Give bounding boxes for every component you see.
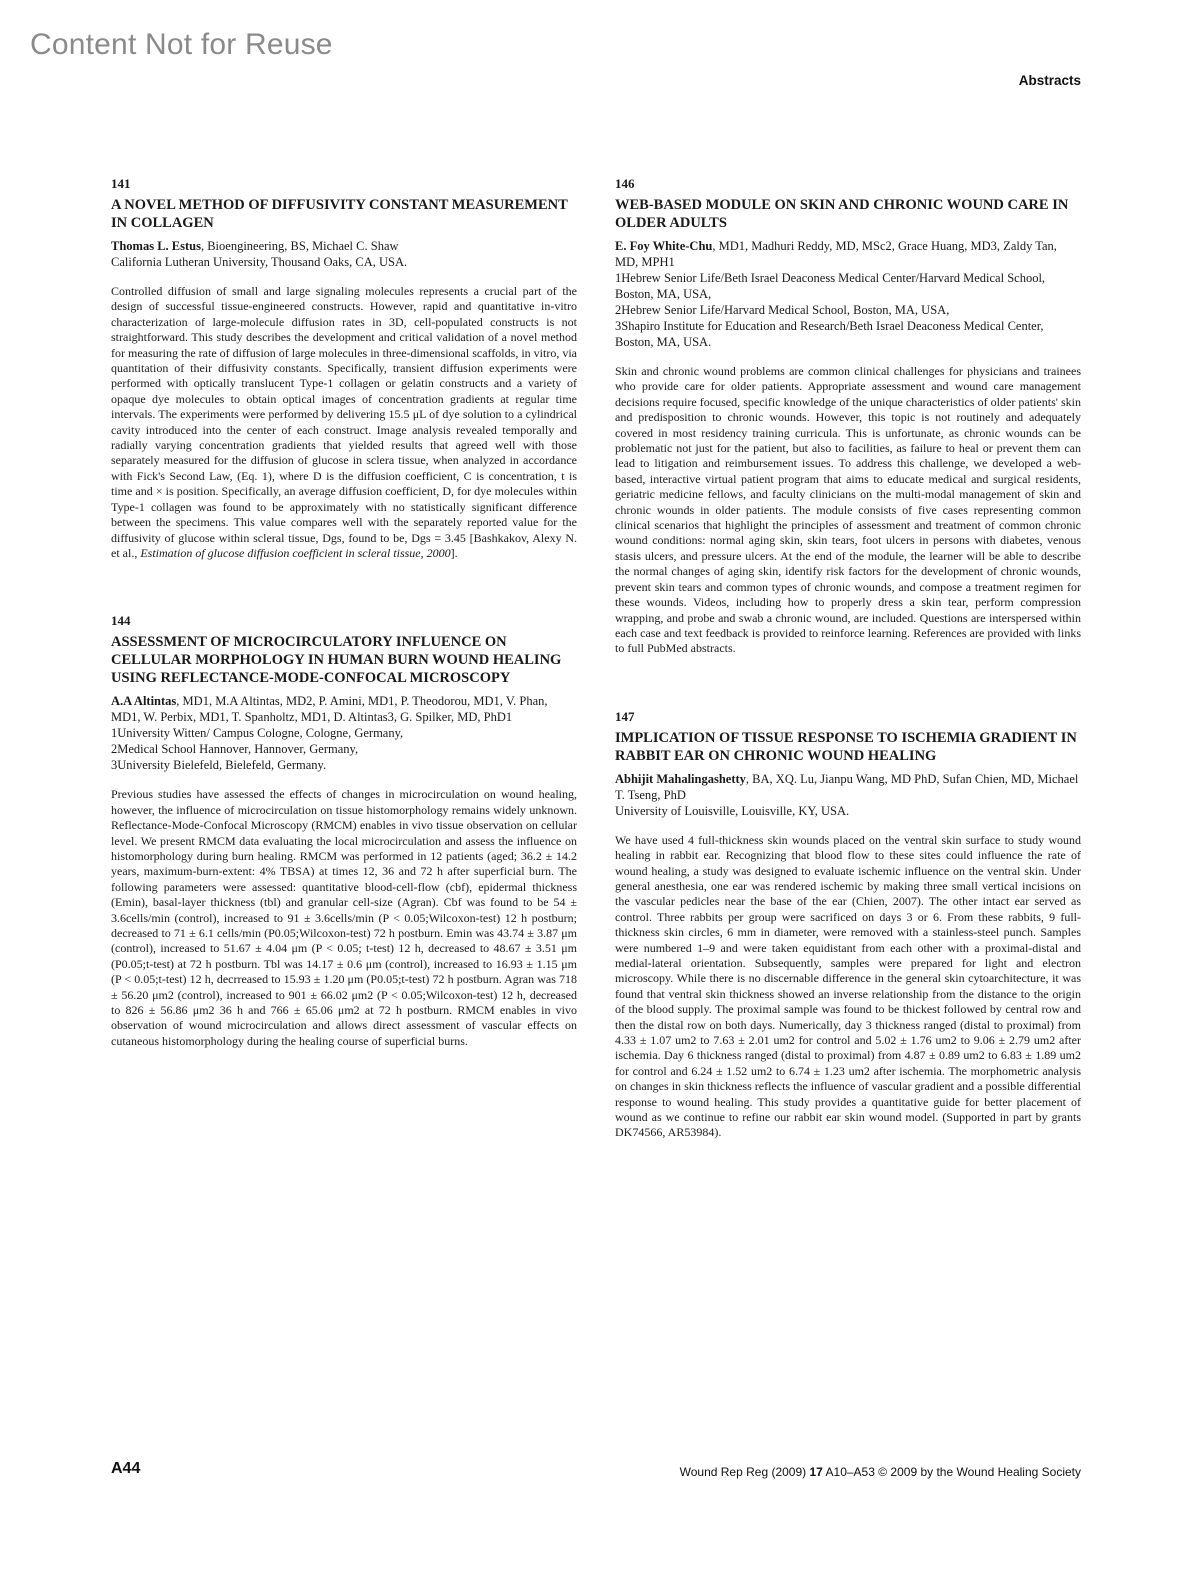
reference-title: Estimation of glucose diffusion coefficient in scleral tissue, 2000 — [140, 545, 451, 560]
affiliation-2: 2Hebrew Senior Life/Harvard Medical School, Boston, MA, USA, — [615, 303, 950, 317]
lead-author: A.A Altintas — [111, 694, 177, 709]
affiliation-3: 3University Bielefeld, Bielefeld, Germany. — [111, 758, 327, 773]
left-column — [111, 176, 577, 1049]
lead-author: Abhijit Mahalingashetty — [615, 771, 746, 786]
lead-author: E. Foy White-Chu — [615, 239, 713, 253]
abstract-title: ASSESSMENT OF MICROCIRCULATORY INFLUENCE ON CELLULAR MORPHOLOGY IN HUMAN BURN WOUND HEALING USING REFLECTANCE-MODE-CONFOCAL MICROSCOPY — [111, 634, 562, 687]
body-text: Controlled diffusion of small and large signaling molecules represents a crucial part of the design of successful tissue-engineered constructs. However, rapid and quantitative in-vitro characterization of large-molecule diffusion rates in 3D, cell-populated constructs is not straightforward. This study describes the development and critical validation of a novel method for measuring the rate of diffusion of large molecules in three-dimensional scaffolds, in vitro, via quantitation of their diffusivity constants. Specifically, transient diffusion experiments were performed with optically translucent Type-1 collagen or gelatin constructs and a variety of opaque dye molecules to obtain optical images of concentration gradients at regular time intervals. The experiments were performed by delivering 15.5 μL of dye solution to a cylindrical cavity introduced into the center of each construct. Image analysis revealed temporally and radially varying concentration gradients that yielded results that agreed well with those separately measured for the diffusion of glucose in sclera tissue, when analyzed in accordance with Fick's Second Law, (Eq. 1), where D is the diffusion coefficient, C is concentration, t is time and × is position. Specifically, an average diffusion coefficient, D, for dye molecules within Type-1 collagen was found to be approximately with no statistically significant difference between the specimens. This value compares well with the separately reported value for the diffusivity of glucose within scleral tissue, Dgs, found to be, Dgs = 3.45 [Bashkakov, Alexy N. et al., — [111, 284, 577, 560]
affiliation-3: 3Shapiro Institute for Education and Research/Beth Israel Deaconess Medical Center, Boston, MA, USA. — [615, 319, 1044, 349]
affiliation-2: 2Medical School Hannover, Hannover, Germany, — [111, 742, 359, 757]
abstract-number: 147 — [615, 708, 635, 724]
page-number: A44 — [111, 1460, 141, 1477]
lead-author: Thomas L. Estus — [111, 239, 201, 253]
abstract-affiliation: California Lutheran University, Thousand Oaks, CA, USA. — [111, 255, 408, 269]
abstract-number: 141 — [111, 176, 131, 191]
abstract-title: WEB-BASED MODULE ON SKIN AND CHRONIC WOUND CARE IN OLDER ADULTS — [615, 197, 1069, 231]
abstract-146 — [615, 176, 1081, 657]
body-end: ]. — [450, 545, 458, 560]
abstract-141 — [111, 176, 577, 561]
abstract-title: IMPLICATION OF TISSUE RESPONSE TO ISCHEMIA GRADIENT IN RABBIT EAR ON CHRONIC WOUND HEALING — [615, 729, 1077, 764]
running-head: Abstracts — [1018, 73, 1081, 88]
abstract-number: 146 — [615, 176, 635, 191]
other-authors: , MD1, Madhuri Reddy, MD, MSc2, Grace Huang, MD3, Zaldy Tan, MD, MPH1 — [615, 239, 1057, 269]
other-authors: , BA, XQ. Lu, Jianpu Wang, MD PhD, Sufan Chien, MD, Michael T. Tseng, PhD — [615, 771, 1079, 802]
abstract-affiliation: University of Louisville, Louisville, KY, USA. — [615, 803, 850, 818]
abstract-body — [111, 284, 577, 561]
abstract-147 — [615, 709, 1081, 1141]
affiliation-1: 1Hebrew Senior Life/Beth Israel Deaconess Medical Center/Harvard Medical School, Boston, MA, USA, — [615, 271, 1046, 301]
abstract-authors — [615, 771, 1081, 803]
abstract-number: 144 — [111, 613, 131, 629]
abstract-body: We have used 4 full-thickness skin wounds placed on the ventral skin surface to study wound healing in rabbit ear. Recognizing that blood flow to these sites could influence the rate of wound healing, a study was designed to evaluate ischemic influence on the ventral skin. Under general anesthesia, one ear was rendered ischemic by making three small vertical incisions on the vascular pedicles near the base of the ear (Chien, 2007). The other intact ear served as control. Three rabbits per group were sacrificed on days 3 or 6. From these rabbits, 9 full-thickness skin circles, 6 mm in diameter, were removed with a stainless-steel punch. Samples were numbered 1–9 and were taken equidistant from each other with a proximal-distal and medial-lateral orientation. Subsequently, samples were prepared for light and electron microscopy. While there is no discernable difference in the general skin cytoarchitecture, it was found that ventral skin thickness showed an inverse relationship from the distance to the origin of the blood supply. The proximal sample was found to be thickest followed by central row and then the distal row on both days. Numerically, day 3 thickness ranged (distal to proximal) from 4.33 ± 1.07 um2 to 7.63 ± 2.01 um2 for control and 5.02 ± 1.76 um2 to 9.06 ± 2.79 um2 after ischemia. Day 6 thickness ranged (distal to proximal) from 4.87 ± 0.89 um2 to 6.83 ± 1.89 um2 for control and 6.24 ± 1.52 um2 to 6.74 ± 1.23 um2 after ischemia. The morphometric analysis on changes in skin thickness reflects the influence of vascular gradient and a possible differential response to wound healing. This study provides a quantitative guide for better placement of wound as we continue to refine our rabbit ear skin wound model. (Supported in part by grants DK74566, AR53984). — [615, 832, 1081, 1140]
right-column — [615, 176, 1081, 1141]
abstract-authors — [111, 238, 577, 254]
other-authors: , MD1, M.A Altintas, MD2, P. Amini, MD1, P. Theodorou, MD1, V. Phan, MD1, W. Perbix, MD1, T. Spanholtz, MD1, D. Altintas3, G. Spilker, MD, PhD1 — [111, 694, 548, 725]
abstract-authors — [615, 238, 1081, 270]
abstract-body: Skin and chronic wound problems are common clinical challenges for physicians and trainees who provide care for older patients. Appropriate assessment and wound care management decisions require focused, specific knowledge of the unique characteristics of older patients' skin and predisposition to chronic wounds. However, this topic is not routinely and adequately covered in most residency training curricula. This is unfortunate, as chronic wounds can be problematic not just for the patient, but also to facilities, as failure to heal or prevent them can lead to litigation and reimbursement issues. To address this challenge, we developed a web-based, interactive virtual patient program that aims to educate medical and surgical residents, geriatric medicine fellows, and faculty clinicians on the multi-modal management of skin and chronic wounds in older patients. The module consists of five cases representing common clinical scenarios that highlight the principles of assessment and treatment of common chronic wound conditions: normal aging skin, skin tears, foot ulcers in persons with diabetes, venous stasis ulcers, and pressure ulcers. At the end of the module, the learner will be able to describe the normal changes of aging skin, identify risk factors for the development of chronic wounds, prevent skin tears and common types of chronic wounds, and compose a treatment regimen for these wounds. Videos, including how to properly dress a skin tear, perform compression wrapping, and probe and swab a chronic wound, are included. Questions are interspersed within each case and text feedback is provided to reinforce learning. References are provided with links to full PubMed abstracts. — [615, 364, 1081, 656]
other-authors: , Bioengineering, BS, Michael C. Shaw — [200, 239, 399, 253]
citation-suffix: A10–A53 © 2009 by the Wound Healing Society — [825, 1465, 1081, 1479]
journal-citation — [680, 1465, 1081, 1479]
abstract-144 — [111, 613, 577, 1049]
watermark: Content Not for Reuse — [30, 28, 333, 61]
affiliation-1: 1University Witten/ Campus Cologne, Cologne, Germany, — [111, 726, 404, 741]
citation-volume: 17 — [809, 1465, 823, 1479]
abstract-body: Previous studies have assessed the effects of changes in microcirculation on wound healing, however, the influence of microcirculation on tissue histomorphology remains widely unknown. Reflectance-Mode-Confocal Microscopy (RMCM) enables in vivo tissue observation on cellular level. We present RMCM data evaluating the local microcirculation and assess the influence on histomorphology during burn healing. RMCM was performed in 12 patients (aged; 36.2 ± 14.2 years, maximum-burn-extent: 4% TBSA) at times 12, 36 and 72 h after superficial burn. The following parameters were assessed: quantitative blood-cell-flow (cbf), epidermal thickness (Emin), basal-layer thickness (tbl) and granular cell-size (Agran). Cbf was found to be 54 ± 3.6cells/min (control), increased to 91 ± 3.6cells/min (P < 0.05;Wilcoxon-test) 12 h postburn; decreased to 71 ± 6.1 cells/min (P0.05;Wilcoxon-test) 72 h postburn. Emin was 43.74 ± 3.87 μm (control), increased to 51.67 ± 4.04 μm (P < 0.05; t-test) 12 h, decreased to 48.67 ± 3.51 μm (P0.05;t-test) at 72 h postburn. Tbl was 14.17 ± 0.6 μm (control), increased to 16.93 ± 1.15 μm (P < 0.05;t-test) 12 h, decrreased to 15.93 ± 1.20 μm (P0.05;t-test) 72 h postburn. Agran was 718 ± 56.20 μm2 (control), increased to 901 ± 66.02 μm2 (P < 0.05;Wilcoxon-test) 12 h, decreased to 826 ± 56.86 μm2 36 h and 766 ± 65.06 μm2 at 72 h postburn. RMCM enables in vivo observation of wound microcirculation and allows direct assessment of vascular effects on cutaneous histomorphology during the healing course of superficial burns. — [111, 787, 577, 1048]
abstract-title: A NOVEL METHOD OF DIFFUSIVITY CONSTANT MEASUREMENT IN COLLAGEN — [111, 197, 568, 231]
citation-prefix: Wound Rep Reg (2009) — [679, 1465, 807, 1479]
abstract-authors — [111, 693, 577, 725]
